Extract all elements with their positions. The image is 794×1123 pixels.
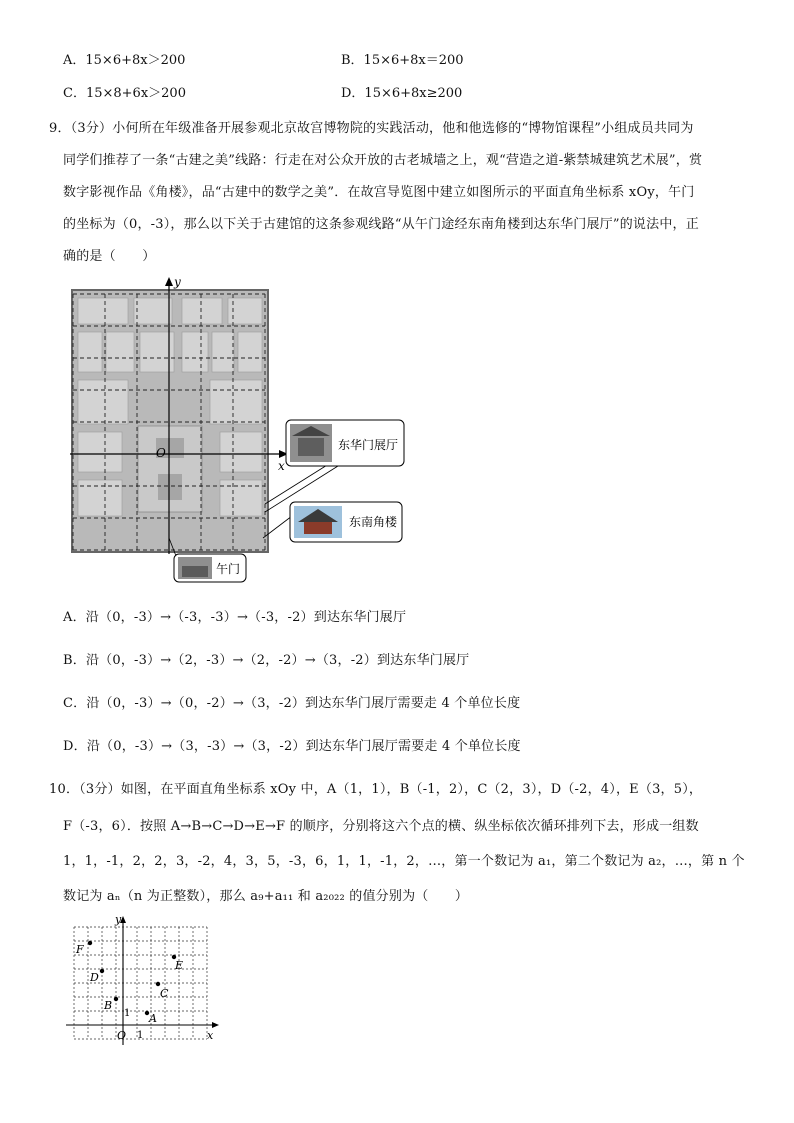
q9-option-b: B．沿（0，-3）→（2，-3）→（2，-2）→（3，-2）到达东华门展厅	[63, 653, 470, 668]
q9-option-d: D．沿（0，-3）→（3，-3）→（3，-2）到达东华门展厅需要走 4 个单位长度	[63, 739, 521, 754]
q8-option-d: D．15×6+8x≥200	[341, 86, 463, 101]
q10-origin-label: O	[117, 1029, 127, 1042]
q8-option-b: B．15×6+8x＝200	[341, 53, 464, 68]
q9-option-a: A．沿（0，-3）→（-3，-3）→（-3，-2）到达东华门展厅	[63, 610, 407, 625]
q9-stem-line-1: 9．（3分）小何所在年级准备开展参观北京故宫博物院的实践活动，他和他选修的“博物馆课程”小组成员共同为	[49, 121, 694, 136]
point-f	[88, 941, 92, 945]
q9-stem-line-3: 数字影视作品《角楼》，品“古建中的数学之美”．在故宫导览图中建立如图所示的平面直角坐标系 xOy，午门	[63, 185, 695, 200]
point-d-label: D	[90, 971, 99, 984]
q10-coordinate-figure	[62, 913, 227, 1048]
map-origin-label: O	[156, 446, 166, 460]
point-b	[114, 997, 118, 1001]
point-c	[156, 982, 160, 986]
point-f-label: F	[76, 943, 84, 956]
q10-x-arrow	[212, 1022, 219, 1028]
point-c-label: C	[160, 987, 169, 1000]
q10-y-unit-label: 1	[124, 1008, 131, 1019]
central-hall-2	[158, 474, 182, 500]
donghuamen-label: 东华门展厅	[338, 438, 399, 452]
map-y-label: y	[174, 276, 181, 289]
q10-x-label: x	[207, 1029, 214, 1042]
wumen-label: 午门	[216, 562, 241, 576]
q10-stem-line-3: 1，1，-1，2，2，3，-2，4，3，5，-3，6，1，1，-1，2，…，第一个数记为 a₁，第二个数记为 a₂，…，第 n 个	[63, 854, 745, 869]
map-x-label: x	[278, 459, 285, 473]
q9-map-figure	[70, 276, 410, 586]
point-a-label: A	[149, 1012, 157, 1025]
q10-x-unit-label: 1	[137, 1030, 144, 1041]
q10-stem-line-4: 数记为 aₙ（n 为正整数），那么 a₉+a₁₁ 和 a₂₀₂₂ 的值分别为（ ）	[63, 889, 469, 904]
q8-option-c: C．15×8+6x＞200	[63, 86, 186, 101]
point-b-label: B	[104, 999, 113, 1012]
point-e-label: E	[175, 959, 184, 972]
q10-y-label: y	[115, 913, 122, 926]
callout-line-donghuamen-1	[265, 462, 332, 504]
q9-stem-line-2: 同学们推荐了一条“古建之美”线路：行走在对公众开放的古老城墙之上，观“营造之道-紫禁城建筑艺术展”，赏	[63, 153, 703, 168]
q9-stem-line-4: 的坐标为（0，-3），那么以下关于古建馆的这条参观线路“从午门途经东南角楼到达东华门展厅”的说法中，正	[63, 217, 699, 232]
point-d	[100, 969, 104, 973]
map-y-arrow	[165, 277, 173, 286]
q8-option-a: A．15×6+8x＞200	[63, 53, 186, 68]
dongnan-label: 东南角楼	[349, 515, 398, 529]
q9-option-c: C．沿（0，-3）→（0，-2）→（3，-2）到达东华门展厅需要走 4 个单位长度	[63, 696, 521, 711]
q9-stem-line-5: 确的是（ ）	[63, 249, 156, 264]
q10-stem-line-2: F（-3，6）．按照 A→B→C→D→E→F 的顺序，分别将这六个点的横、纵坐标依次循环排列下去，形成一组数	[63, 819, 699, 834]
q10-stem-line-1: 10．（3分）如图，在平面直角坐标系 xOy 中，A（1，1），B（-1，2），C（2，3），D（-2，4），E（3，5），	[49, 782, 703, 797]
